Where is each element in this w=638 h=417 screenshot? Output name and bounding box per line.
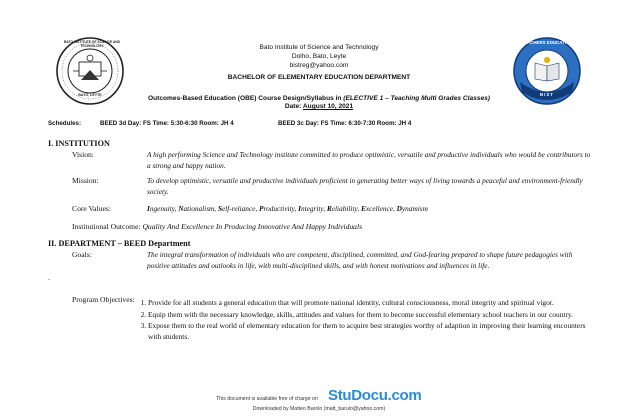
studocu-link[interactable] (328, 387, 421, 404)
core-value-initial: E (360, 204, 366, 213)
core-value-initial: R (326, 204, 332, 213)
goals-label: Goals: (72, 250, 92, 259)
institutional-outcome-label: Institutional Outcome: (72, 222, 141, 231)
core-value-rest: ngenuity, (149, 204, 179, 213)
footer-available-text: This document is available free of charge on (216, 396, 318, 402)
institutional-outcome-line (72, 222, 362, 231)
core-value-initial: P (259, 204, 264, 213)
institution-email: bistreg@yahoo.com (289, 62, 349, 69)
core-value-initial: S (217, 204, 223, 213)
core-values-label: Core Values: (72, 204, 111, 213)
section-department-title: II. DEPARTMENT – BEED Department (48, 239, 191, 248)
core-value-item (147, 204, 178, 213)
core-value-item (218, 204, 259, 213)
date-value: August 10, 2021 (302, 103, 354, 110)
stray-mark: . (48, 273, 50, 282)
schedule-item-1: BEED 3d Day: FS Time: 5:30-6:30 Room: JH 4 (100, 120, 234, 127)
core-value-item (298, 204, 327, 213)
core-values-list (147, 204, 592, 215)
course-date (0, 102, 638, 111)
core-value-rest: eliability, (331, 204, 361, 213)
course-title-italic: (ELECTIVE 1 – Teaching Multi Grades Classes) (343, 95, 490, 102)
schedules-label: Schedules: (48, 120, 82, 127)
brand-docu: Docu (351, 387, 388, 404)
department-title: BACHELOR OF ELEMENTARY EDUCATION DEPARTMENT (227, 74, 411, 81)
institution-address: Dolho, Bato, Leyte (291, 53, 347, 60)
goals-text: The integral transformation of individuals who are competent, disciplined, committed, and God-fearing prepared to shape future pedagogies with positive attitudes and outlooks in life, with multi-disciplined skills, and with honest motivations and influences in life. (147, 250, 573, 270)
date-label: Date: (284, 103, 303, 110)
brand-stu: Stu (328, 387, 352, 404)
course-title-prefix: Outcomes-Based Education (OBE) Course Design/Syllabus in (148, 95, 344, 102)
vision-text: A high performing Science and Technology institute committed to produce optimistic, versatile and productive individuals who would be contributors to a strong and happy nation. (147, 150, 591, 170)
brand-com: .com (387, 387, 422, 404)
objective-item: 2. Equip them with the necessary knowledge, skills, attitudes and values for them to become successful elementary school teachers in our country. (148, 310, 592, 321)
core-value-initial: D (396, 204, 402, 213)
section-institution-title: I. INSTITUTION (48, 139, 110, 148)
core-value-item (259, 204, 298, 213)
core-value-item (327, 204, 361, 213)
core-value-initial: N (178, 204, 184, 213)
core-value-rest: elf-reliance, (222, 204, 260, 213)
core-value-rest: xcellence, (365, 204, 397, 213)
core-value-rest: roductivity, (263, 204, 299, 213)
schedule-item-2: BEED 3c Day: FS Time: 6:30-7:30 Room: JH 4 (278, 120, 412, 127)
core-value-item (361, 204, 397, 213)
core-value-item (397, 204, 428, 213)
vision-label: Vision: (72, 150, 94, 159)
core-value-rest: ynamism (401, 204, 428, 213)
core-value-rest: ationalism, (183, 204, 218, 213)
program-objectives-list (134, 298, 592, 343)
objective-item: 1. Provide for all students a general education that will promote national identity, cultural consciousness, moral integrity and spiritual vigor. (148, 298, 592, 309)
core-value-rest: ntegrity, (300, 204, 327, 213)
core-value-initial: I (298, 204, 301, 213)
mission-label: Mission: (72, 176, 99, 185)
footer-downloaded-text: Downloaded by Matteo Barolo (matt_barulo@yahoo.com) (252, 406, 386, 412)
program-objectives-label: Program Objectives: (72, 295, 135, 304)
seal-ring-text: BATO INSTITUTE OF SCIENCE AND TECHNOLOGY (64, 40, 120, 48)
core-value-item (178, 204, 218, 213)
mission-text: To develop optimistic, versatile and productive individuals proficient in generating better ways of living towards a peaceful and environment-friendly society. (147, 176, 583, 196)
core-value-initial: I (147, 204, 150, 213)
seal-bottom-text: BATO, LEYTE (78, 93, 102, 97)
objective-item: 3. Expose them to the real world of elementary education for them to acquire best strategies worthy of adaption in improving their learning encounters with students. (148, 321, 592, 342)
logo-ring-text: TEACHERS EDUCATION (521, 40, 573, 45)
logo-bottom-text: BIST (539, 92, 554, 97)
institutional-outcome-text: Quality And Excellence In Producing Innovative And Happy Individuals (142, 222, 363, 231)
institution-name: Bato Institute of Science and Technology (259, 44, 379, 51)
